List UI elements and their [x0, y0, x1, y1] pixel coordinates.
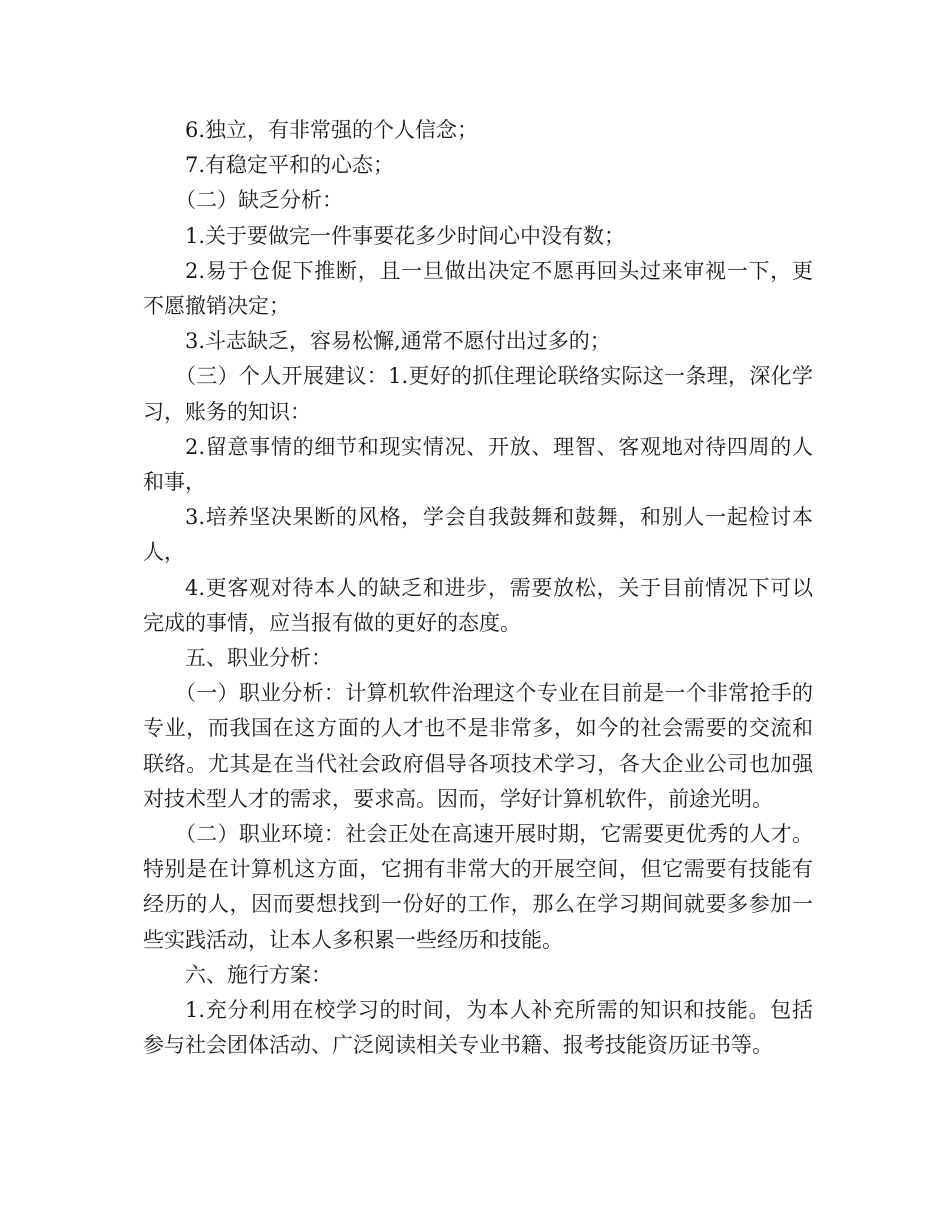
section-heading-paragraph: （一）职业分析：计算机软件治理这个专业在目前是一个非常抢手的专业，而我国在这方面的人才也不是非常多，如今的社会需要的交流和联络。尤其是在当代社会政府倡导各项技术学习，各大企业公司也加强对技术型人才的需求，要求高。因而，学好计算机软件，前途光明。 [143, 681, 813, 811]
body-paragraph: 2.易于仓促下推断，且一旦做出决定不愿再回头过来审视一下，更不愿撤销决定； [143, 258, 813, 319]
body-paragraph: 6.独立，有非常强的个人信念； [185, 118, 479, 142]
section-heading-paragraph: （二）职业环境：社会正处在高速开展时期，它需要更优秀的人才。特别是在计算机这方面，它拥有非常大的开展空间，但它需要有技能有经历的人，因而要想找到一份好的工作，那么在学习期间就要多参加一些实践活动，让本人多积累一些经历和技能。 [143, 822, 813, 952]
body-paragraph: 1.充分利用在校学习的时间，为本人补充所需的知识和技能。包括参与社会团体活动、广泛阅读相关专业书籍、报考技能资历证书等。 [143, 998, 813, 1058]
body-paragraph: 五、职业分析： [185, 646, 332, 671]
body-paragraph: 4.更客观对待本人的缺乏和进步，需要放松，关于目前情况下可以完成的事情，应当报有做的更好的态度。 [143, 575, 813, 635]
body-paragraph: 3.培养坚决果断的风格，学会自我鼓舞和鼓舞，和别人一起检讨本人， [143, 505, 813, 565]
body-paragraph: 1.关于要做完一件事要花多少时间心中没有数； [185, 223, 626, 248]
body-paragraph: 2.留意事情的细节和现实情况、开放、理智、客观地对待四周的人和事， [143, 434, 813, 495]
body-paragraph: 3.斗志缺乏，容易松懈,通常不愿付出过多的； [185, 329, 611, 354]
section-heading-paragraph: （三）个人开展建议：1.更好的抓住理论联络实际这一条理，深化学习，账务的知识： [143, 364, 813, 424]
body-paragraph: 六、施行方案： [185, 962, 332, 987]
document-page [143, 113, 813, 1063]
body-paragraph: 7.有稳定平和的心态； [185, 153, 395, 178]
section-heading-paragraph: （二）缺乏分析： [175, 188, 343, 213]
